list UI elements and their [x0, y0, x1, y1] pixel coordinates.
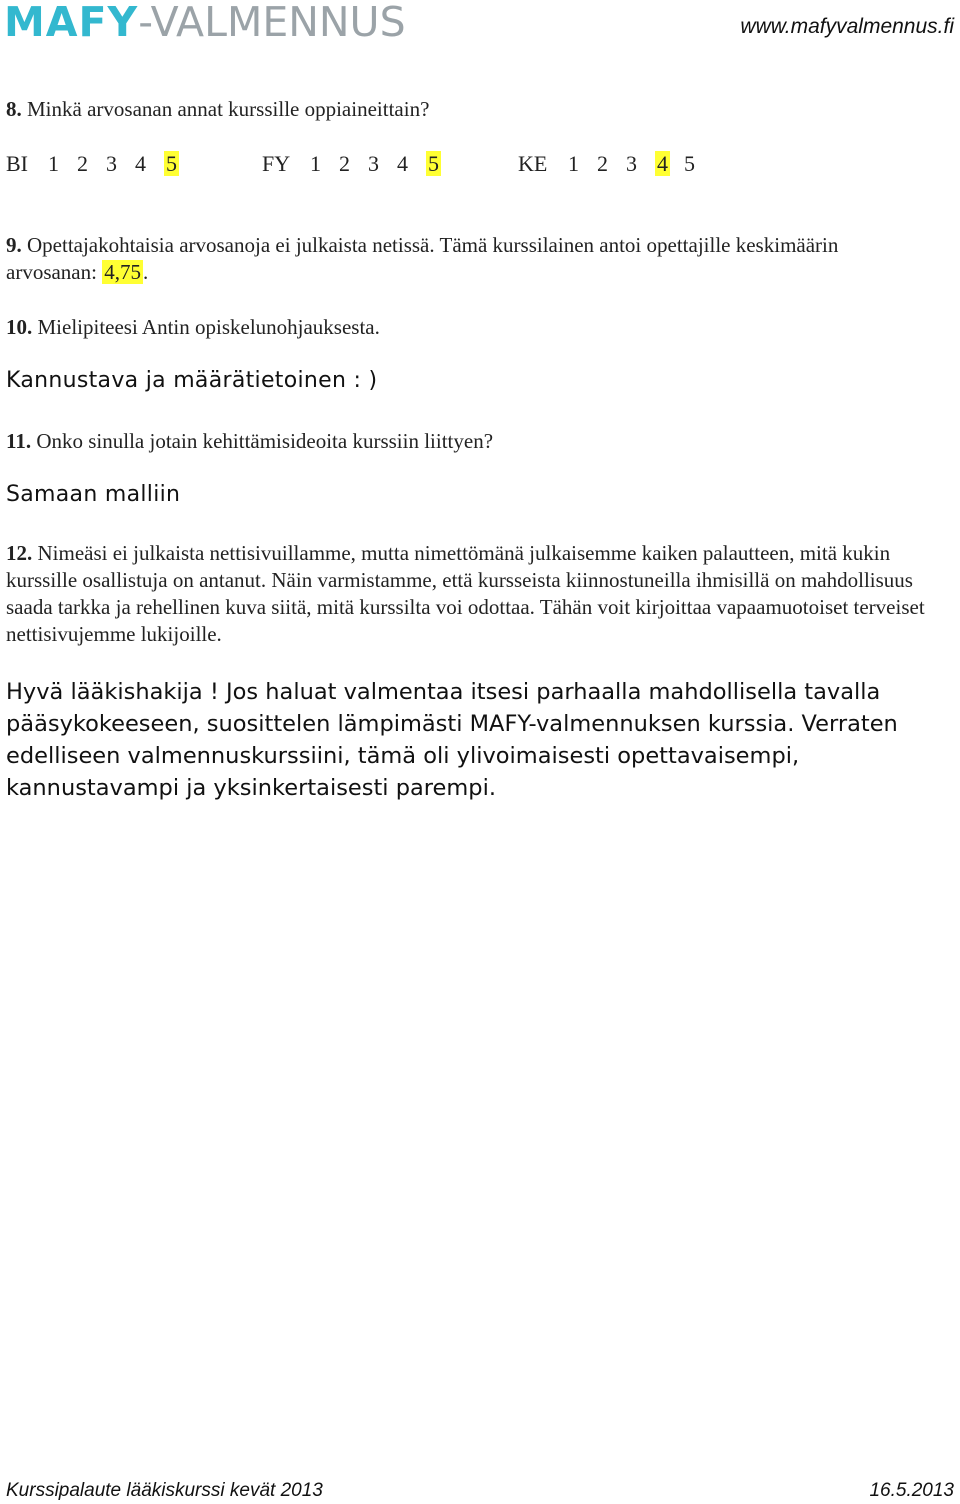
grade-group-ke — [518, 150, 713, 178]
mafy-logo — [4, 0, 406, 44]
grade-option-selected: 5 — [166, 151, 177, 176]
subject-label: FY — [262, 151, 291, 176]
grade-group-bi — [6, 150, 193, 178]
footer-date: 16.5.2013 — [869, 1480, 954, 1501]
question-text: Minkä arvosanan annat kurssille oppiaineittain? — [27, 97, 430, 121]
grade-option-selected: 5 — [428, 151, 439, 176]
grade-option: 3 — [626, 151, 637, 176]
question-10 — [6, 314, 380, 341]
footer-title: Kurssipalaute lääkiskurssi kevät 2013 — [6, 1480, 323, 1501]
grade-option: 2 — [339, 151, 350, 176]
grade-option: 2 — [597, 151, 608, 176]
answer-12: Hyvä lääkishakija ! Jos haluat valmentaa itsesi parhaalla mahdollisella tavalla pääsykokeeseen, suosittelen lämpimästi MAFY-valmennuksen kurssia. Verraten edelliseen valmennuskurssiini, tämä oli ylivoimaisesti opettavaisempi, kannustavampi ja yksinkertaisesti parempi. — [6, 679, 898, 801]
grade-option: 3 — [368, 151, 379, 176]
answer-11: Samaan malliin — [6, 482, 181, 507]
grade-option: 4 — [135, 151, 146, 176]
trailing-period: . — [142, 260, 149, 284]
grade-group-fy — [262, 150, 455, 178]
site-url[interactable]: www.mafyvalmennus.fi — [740, 15, 954, 38]
grade-option: 3 — [106, 151, 117, 176]
question-text: Nimeäsi ei julkaista nettisivuillamme, mutta nimettömänä julkaisemme kaiken palautteen, mitä kukin kurssille osallistuja on antanut. Näin varmistamme, että kursseista kiinnostuneilla ihmisillä on mahdollisuus saada tarkka ja rehellinen kuva siitä, mitä kurssilta voi odottaa. Tähän voit kirjoittaa vapaamuotoiset terveiset nettisivujemme lukijoille. — [6, 541, 925, 646]
question-number: 9. — [6, 233, 22, 257]
question-12 — [6, 540, 954, 648]
page-header — [0, 0, 960, 48]
question-text-line2: arvosanan: — [6, 260, 97, 284]
logo-sub: -VALMENNUS — [138, 0, 406, 46]
grade-option: 1 — [310, 151, 321, 176]
question-8 — [6, 96, 429, 123]
logo-brand: MAFY — [4, 0, 139, 46]
answer-10: Kannustava ja määrätietoinen : ) — [6, 368, 378, 393]
question-9 — [6, 232, 954, 286]
question-number: 11. — [6, 429, 32, 453]
question-number: 8. — [6, 97, 22, 121]
grade-option-selected: 4 — [657, 151, 668, 176]
question-text: Onko sinulla jotain kehittämisideoita kurssiin liittyen? — [36, 429, 494, 453]
grade-option: 5 — [684, 151, 695, 176]
subject-label: BI — [6, 151, 28, 176]
question-number: 12. — [6, 541, 33, 565]
average-grade-value: 4,75 — [104, 260, 141, 284]
subject-label: KE — [518, 151, 548, 176]
question-number: 10. — [6, 315, 33, 339]
question-text: Opettajakohtaisia arvosanoja ei julkaista netissä. Tämä kurssilainen antoi opettajille keskimäärin — [27, 233, 839, 257]
grade-option: 1 — [48, 151, 59, 176]
grade-option: 1 — [568, 151, 579, 176]
question-11 — [6, 428, 493, 455]
question-text: Mielipiteesi Antin opiskelunohjauksesta. — [37, 315, 380, 339]
grade-option: 2 — [77, 151, 88, 176]
grade-option: 4 — [397, 151, 408, 176]
